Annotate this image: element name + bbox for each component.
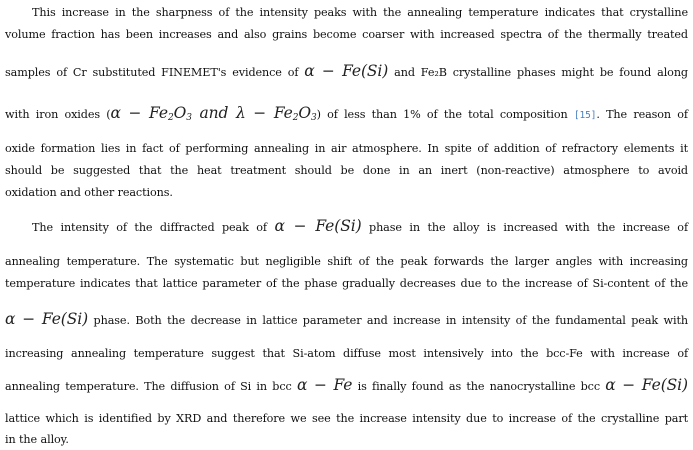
- p1-line-4-text-b: ) of less than 1% of the total composition: [316, 108, 568, 121]
- p2-line-6: [5, 377, 688, 395]
- p1-line-6: should be suggested that the heat treatment should be done in an inert (non-reactive) atmosphere to avoid: [5, 164, 688, 177]
- p2-line-8: in the alloy.: [5, 433, 69, 446]
- p2-line-4-text-b: phase. Both the decrease in lattice parameter and increase in intensity of the fundamental peak with: [93, 314, 688, 327]
- p1-line-2: volume fraction has been increases and also grains become coarser with increased spectra of the thermally treated: [5, 28, 688, 41]
- math-alpha-fe-si: α − Fe(Si): [605, 376, 688, 394]
- p2-line-6-text-a: annealing temperature. The diffusion of Si in bcc: [5, 380, 292, 393]
- math-part: O: [298, 104, 311, 122]
- math-sub: 3: [186, 113, 192, 123]
- p1-line-3-text-a: samples of Cr substituted FINEMET's evidence of: [5, 66, 299, 79]
- p1-line-4-text-a: with iron oxides (: [5, 108, 111, 121]
- p2-line-7: lattice which is identified by XRD and therefore we see the increase intensity due to increase of the crystalline part: [5, 412, 688, 425]
- math-sub: 2: [292, 113, 299, 123]
- p1-line-4-text-c: . The reason of: [596, 108, 688, 121]
- p1-line-3-text-b: and Fe₂B crystalline phases might be found along: [394, 66, 688, 79]
- math-alpha-fe-si: α − Fe(Si): [274, 217, 362, 235]
- math-sub: 3: [310, 113, 317, 123]
- math-sub: 2: [167, 113, 174, 123]
- math-part: α − Fe: [110, 104, 168, 122]
- p2-line-3: temperature indicates that lattice parameter of the phase gradually decreases due to the increase of Si-content of the: [5, 277, 688, 290]
- p1-line-7: oxidation and other reactions.: [5, 186, 173, 199]
- p2-line-1-text-a: The intensity of the diffracted peak of: [32, 221, 267, 234]
- p2-line-1-text-b: phase in the alloy is increased with the increase of: [369, 221, 688, 234]
- p1-line-4: [5, 105, 688, 126]
- p2-line-6-text-b: is finally found as the nanocrystalline bcc: [357, 380, 601, 393]
- math-alpha-fe-si: α − Fe(Si): [5, 310, 89, 328]
- math-alpha-fe-si: α − Fe(Si): [304, 62, 389, 80]
- p1-line-3: [5, 63, 688, 81]
- math-part: and λ − Fe: [191, 104, 293, 122]
- p2-line-4: [5, 311, 688, 329]
- p1-line-1: This increase in the sharpness of the intensity peaks with the annealing temperature indicates that crystalline: [32, 6, 688, 19]
- p2-line-2: annealing temperature. The systematic but negligible shift of the peak forwards the larger angles with increasing: [5, 255, 688, 268]
- p1-line-5: oxide formation lies in fact of performing annealing in air atmosphere. In spite of addition of refractory elements it: [5, 142, 688, 155]
- citation-link[interactable]: [15]: [573, 110, 597, 121]
- p2-line-1: [32, 218, 688, 236]
- math-alpha-fe: α − Fe: [296, 376, 353, 394]
- p2-line-5: increasing annealing temperature suggest that Si-atom diffuse most intensively into the bcc-Fe with increase of: [5, 347, 688, 360]
- math-iron-oxides: [111, 104, 317, 122]
- math-part: O: [173, 104, 187, 122]
